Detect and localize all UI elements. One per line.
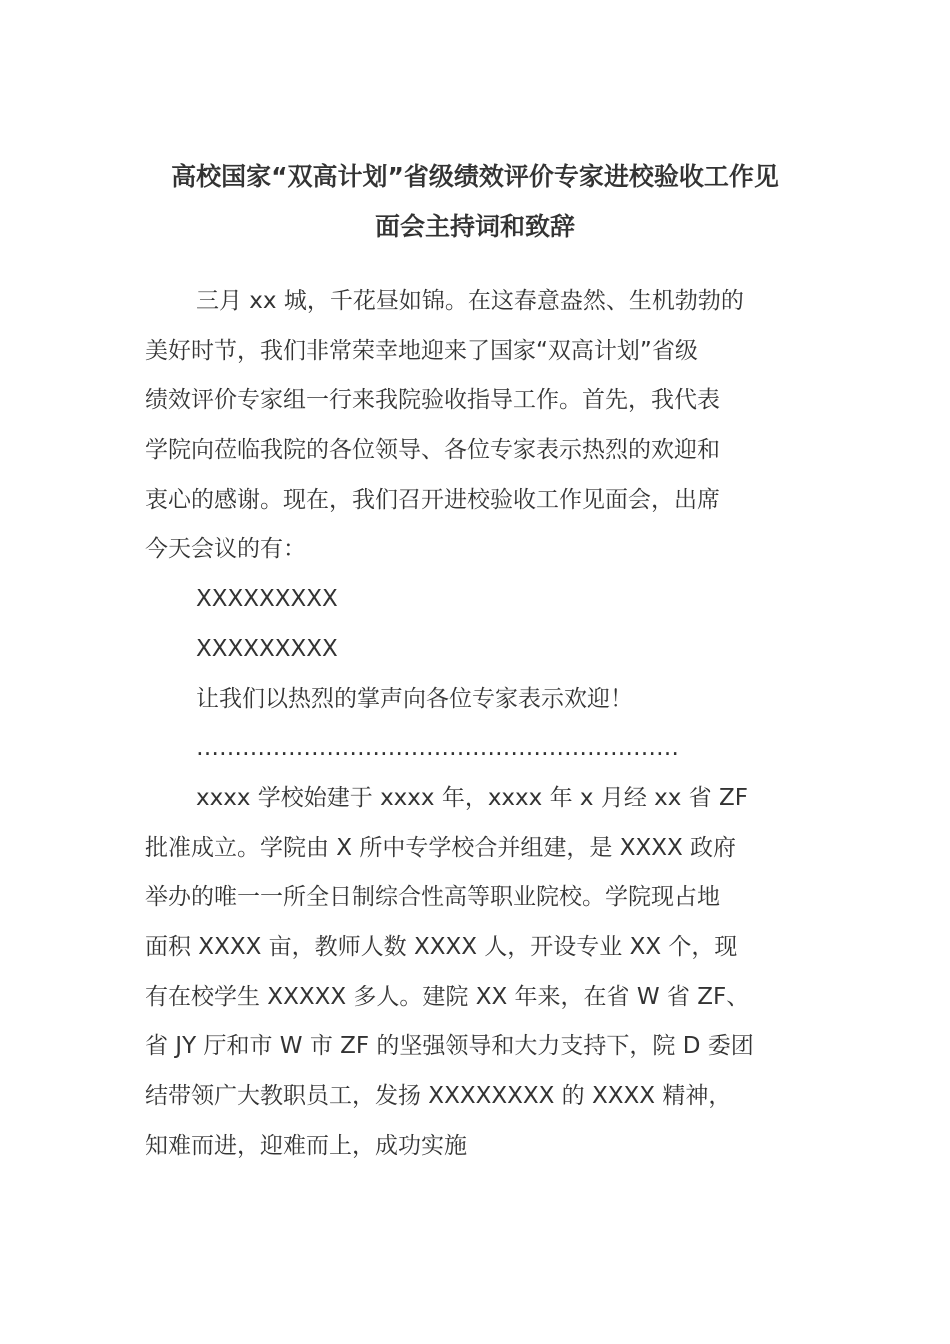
ellipsis-separator [145,724,805,774]
attendee-line [145,625,805,675]
title-line: 面会主持词和致辞 [374,212,575,241]
paragraph-applause [145,675,805,725]
text-line: 绩效评价专家组一行来我院验收指导工作。首先，我代表 [145,387,720,414]
text-line: 让我们以热烈的掌声向各位专家表示欢迎！ [196,685,633,712]
text-line: 学院向莅临我院的各位领导、各位专家表示热烈的欢迎和 [145,437,720,464]
document-title [146,152,804,252]
text-line: 知难而进，迎难而上，成功实施 [145,1132,467,1159]
text-line: xxxx 学校始建于 xxxx 年，xxxx 年 x 月经 xx 省 ZF [196,784,748,811]
text-line: XXXXXXXXX [196,635,338,662]
text-line: XXXXXXXXX [196,586,338,613]
text-line: 今天会议的有： [145,536,306,563]
text-line: 三月 xx 城，千花昼如锦。在这春意盎然、生机勃勃的 [196,288,744,314]
attendee-line [145,575,805,625]
text-line: 批准成立。学院由 X 所中专学校合并组建，是 XXXX 政府 [145,834,737,861]
text-line: 举办的唯一一所全日制综合性高等职业院校。学院现占地 [145,884,720,911]
text-line: 衷心的感谢。现在，我们召开进校验收工作见面会，出席 [145,486,720,513]
paragraph-school-intro [145,774,805,1172]
text-line: 有在校学生 XXXXX 多人。建院 XX 年来，在省 W 省 ZF、 [145,983,750,1010]
text-line: ……………………………………………………… [196,735,679,762]
document-body [145,277,805,1171]
text-line: 结带领广大教职员工，发扬 XXXXXXXX 的 XXXX 精神， [145,1083,732,1109]
text-line: 面积 XXXX 亩，教师人数 XXXX 人，开设专业 XX 个，现 [145,933,738,960]
paragraph-opening [145,277,805,575]
title-line: 高校国家“双高计划”省级绩效评价专家进校验收工作见 [171,162,779,191]
text-line: 省 JY 厅和市 W 市 ZF 的坚强领导和大力支持下，院 D 委团 [145,1033,754,1060]
text-line: 美好时节，我们非常荣幸地迎来了国家“双高计划”省级 [145,337,698,364]
